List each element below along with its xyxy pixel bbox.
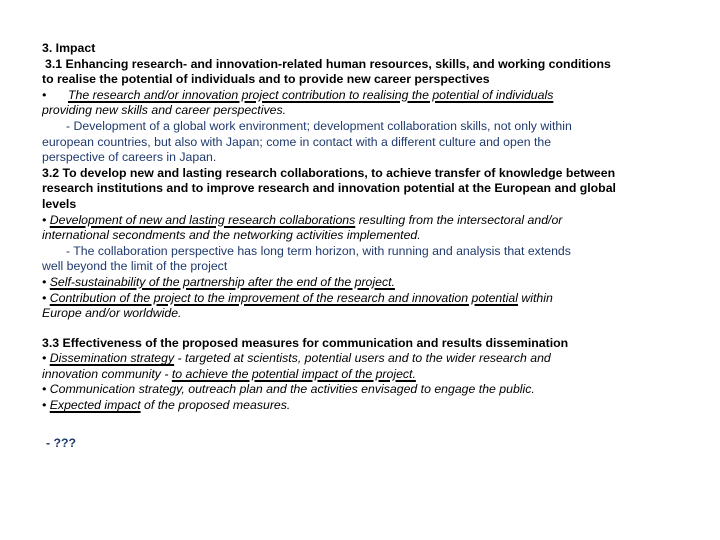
bullet-cont-pre: innovation community - [42, 366, 172, 381]
document-page [42, 41, 706, 451]
bullet-contribution-improvement [42, 291, 706, 307]
underlined-text: Development of new and lasting research collaborations [49, 212, 356, 227]
underlined-text: to achieve the potential impact of the project. [171, 366, 416, 381]
description-global-work: - Development of a global work environment; development collaboration skills, not only within [66, 118, 572, 133]
spacer [42, 414, 706, 436]
subsection-3-2-title-l3: levels [42, 196, 77, 211]
open-question-note: - ??? [46, 435, 77, 450]
bullet-rest: within [517, 290, 553, 305]
subsection-3-1-title-cont: to realise the potential of individuals and to provide new career perspectives [42, 72, 490, 87]
subsection-3-3-title: 3.3 Effectiveness of the proposed measures for communication and results dissemination [42, 335, 569, 350]
bullet-glyph: • [42, 274, 50, 289]
underlined-text: The research and/or innovation project contribution to realising the potential of individuals [68, 87, 554, 102]
section-heading-impact: 3. Impact [42, 41, 96, 55]
bullet-contribution-improvement-cont: Europe and/or worldwide. [42, 306, 182, 321]
bullet-glyph: • [42, 87, 47, 102]
bullet-rest: - targeted at scientists, potential users and to the wider research and [174, 351, 551, 366]
bullet-rest: of the proposed measures. [140, 398, 291, 413]
bullet-dissemination-strategy-cont [42, 367, 706, 383]
bullet-project-contribution-cont: providing new skills and career perspectives. [42, 103, 287, 118]
spacer [42, 322, 706, 336]
subsection-3-1-title: 3.1 Enhancing research- and innovation-related human resources, skills, and working conditions [45, 56, 611, 71]
bullet-rest: resulting from the intersectoral and/or [355, 212, 563, 227]
bullet-expected-impact [42, 398, 706, 414]
bullet-dissemination-strategy [42, 351, 706, 367]
underlined-text: Expected impact [49, 398, 141, 413]
description-collaboration-l2: well beyond the limit of the project [42, 259, 228, 274]
underlined-text: Self-sustainability of the partnership after the end of the project. [49, 274, 395, 289]
underlined-text: Dissemination strategy [49, 351, 175, 366]
description-collaboration: - The collaboration perspective has long term horizon, with running and analysis that extends [66, 243, 571, 258]
bullet-project-contribution [42, 88, 706, 104]
bullet-self-sustainability [42, 275, 706, 291]
bullet-glyph: • [42, 351, 50, 366]
bullet-communication-strategy: • Communication strategy, outreach plan and the activities envisaged to engage the public. [42, 382, 535, 397]
subsection-3-2-title-l2: research institutions and to improve research and innovation potential at the European and global [42, 181, 616, 196]
description-global-work-l2: european countries, but also with Japan; come in contact with a different culture and open the [42, 134, 552, 149]
bullet-research-collaborations [42, 213, 706, 229]
bullet-glyph: • [42, 290, 50, 305]
description-global-work-l3: perspective of careers in Japan. [42, 150, 217, 165]
bullet-glyph: • [42, 398, 50, 413]
subsection-3-2-title: 3.2 To develop new and lasting research collaborations, to achieve transfer of knowledge between [42, 165, 616, 180]
underlined-text: Contribution of the project to the improvement of the research and innovation potential [49, 290, 518, 305]
bullet-glyph: • [42, 212, 50, 227]
bullet-research-collaborations-cont: international secondments and the networking activities implemented. [42, 228, 421, 243]
